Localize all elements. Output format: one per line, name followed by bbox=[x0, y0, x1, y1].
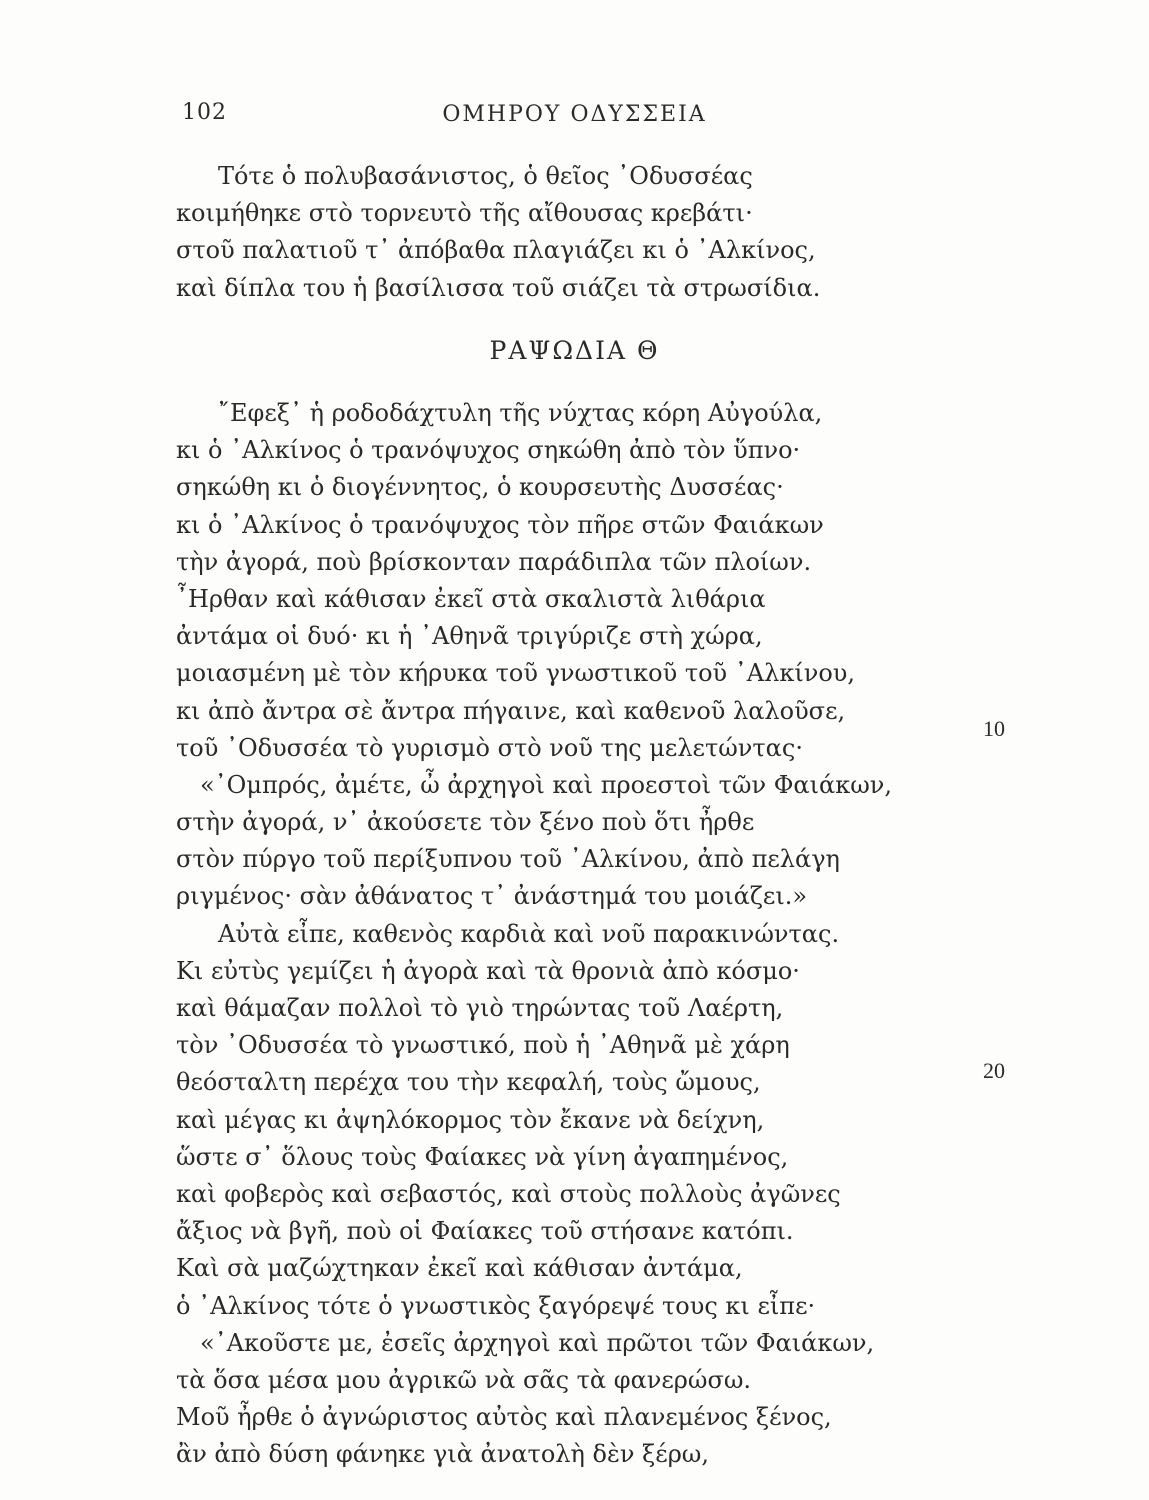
verse-line: ἂν ἀπὸ δύση φάνηκε γιὰ ἀνατολὴ δὲν ξέρω, bbox=[176, 1440, 710, 1469]
verse-line: θεόσταλτη περέχα του τὴν κεφαλή, τοὺς ὤμους, bbox=[176, 1068, 761, 1097]
verse-line: Αὐτὰ εἶπε, καθενὸς καρδιὰ καὶ νοῦ παρακινώντας. bbox=[218, 919, 840, 948]
verse-line: στοῦ παλατιοῦ τ᾿ ἀπόβαθα πλαγιάζει κι ὁ ᾿Αλκίνος, bbox=[176, 236, 816, 265]
verse-line: μοιασμένη μὲ τὸν κήρυκα τοῦ γνωστικοῦ τοῦ ᾿Αλκίνου, bbox=[176, 659, 855, 688]
verse-line: ὥστε σ᾿ ὅλους τοὺς Φαίακες νὰ γίνη ἀγαπημένος, bbox=[176, 1142, 789, 1171]
line-number: 10 bbox=[983, 716, 1005, 741]
verse-line: ῏Ηρθαν καὶ κάθισαν ἐκεῖ στὰ σκαλιστὰ λιθάρια bbox=[176, 584, 766, 613]
closing-stanza bbox=[176, 158, 996, 307]
verse-line: ἄξιος νὰ βγῆ, ποὺ οἱ Φαίακες τοῦ στήσανε κατόπι. bbox=[176, 1217, 794, 1246]
verse-line: κοιμήθηκε στὸ τορνευτὸ τῆς αἴθουσας κρεβάτι· bbox=[176, 199, 753, 228]
verse-line: τὸν ᾿Οδυσσέα τὸ γνωστικό, ποὺ ἡ ᾿Αθηνᾶ μὲ χάρη bbox=[176, 1031, 790, 1060]
book-theta-text bbox=[176, 395, 996, 1473]
verse-line: Κι εὐτὺς γεμίζει ἡ ἀγορὰ καὶ τὰ θρονιὰ ἀπὸ κόσμο· bbox=[176, 956, 800, 985]
verse-line: Μοῦ ἦρθε ὁ ἀγνώριστος αὐτὸς καὶ πλανεμένος ξένος, bbox=[176, 1403, 832, 1432]
verse-line: τὰ ὅσα μέσα μου ἀγρικῶ νὰ σᾶς τὰ φανερώσω. bbox=[176, 1365, 752, 1394]
verse-line: κι ὁ ᾿Αλκίνος ὁ τρανόψυχος τὸν πῆρε στῶν Φαιάκων bbox=[176, 510, 824, 539]
verse-line: σηκώθη κι ὁ διογέννητος, ὁ κουρσευτὴς Δυσσέας· bbox=[176, 473, 784, 502]
verse-line: ὁ ᾿Αλκίνος τότε ὁ γνωστικὸς ξαγόρεψέ τους κι εἶπε· bbox=[176, 1291, 816, 1320]
verse-line: Τότε ὁ πολυβασάνιστος, ὁ θεῖος ᾿Οδυσσέας bbox=[218, 162, 753, 190]
verse-line: ριγμένος· σὰν ἀθάνατος τ᾿ ἀνάστημά του μοιάζει.» bbox=[176, 882, 808, 911]
verse-line: κι ὁ ᾿Αλκίνος ὁ τρανόψυχος σηκώθη ἀπὸ τὸν ὕπνο· bbox=[176, 436, 801, 465]
verse-line: καὶ φοβερὸς καὶ σεβαστός, καὶ στοὺς πολλοὺς ἀγῶνες bbox=[176, 1179, 841, 1208]
verse-line: τὴν ἀγορά, ποὺ βρίσκονταν παράδιπλα τῶν πλοίων. bbox=[176, 547, 812, 576]
verse-line: ῎Εφεξ᾿ ἡ ροδοδάχτυλη τῆς νύχτας κόρη Αὐγούλα, bbox=[218, 399, 823, 427]
verse-line: «᾿Ακοῦστε με, ἐσεῖς ἀρχηγοὶ καὶ πρῶτοι τῶν Φαιάκων, bbox=[200, 1328, 875, 1357]
book-heading: ΡΑΨΩΔΙΑ Θ bbox=[489, 336, 660, 365]
verse-line: καὶ θάμαζαν πολλοὶ τὸ γιὸ τηρώντας τοῦ Λαέρτη, bbox=[176, 994, 784, 1022]
verse-line: «᾿Ομπρός, ἀμέτε, ὦ ἀρχηγοὶ καὶ προεστοὶ τῶν Φαιάκων, bbox=[200, 770, 892, 799]
line-number: 20 bbox=[983, 1058, 1005, 1083]
verse-line: ἀντάμα οἱ δυό· κι ἡ ᾿Αθηνᾶ τριγύριζε στὴ χώρα, bbox=[176, 622, 763, 651]
page-number: 102 bbox=[182, 100, 227, 125]
verse-line: στὴν ἀγορά, ν᾿ ἀκούσετε τὸν ξένο ποὺ ὅτι ἦρθε bbox=[176, 808, 755, 837]
verse-line: καὶ δίπλα του ἡ βασίλισσα τοῦ σιάζει τὰ στρωσίδια. bbox=[176, 273, 821, 302]
verse-line: στὸν πύργο τοῦ περίξυπνου τοῦ ᾿Αλκίνου, ἀπὸ πελάγη bbox=[176, 845, 840, 874]
verse-line: τοῦ ᾿Οδυσσέα τὸ γυρισμὸ στὸ νοῦ της μελετώντας· bbox=[176, 733, 803, 762]
verse-line: Καὶ σὰ μαζώχτηκαν ἐκεῖ καὶ κάθισαν ἀντάμα, bbox=[176, 1254, 743, 1283]
running-title: ΟΜΗΡΟΥ ΟΔΥΣΣΕΙΑ bbox=[442, 102, 707, 127]
verse-line: κι ἀπὸ ἄντρα σὲ ἄντρα πήγαινε, καὶ καθενοῦ λαλοῦσε, bbox=[176, 696, 846, 725]
verse-line: καὶ μέγας κι ἀψηλόκορμος τὸν ἔκανε νὰ δείχνη, bbox=[176, 1105, 765, 1134]
